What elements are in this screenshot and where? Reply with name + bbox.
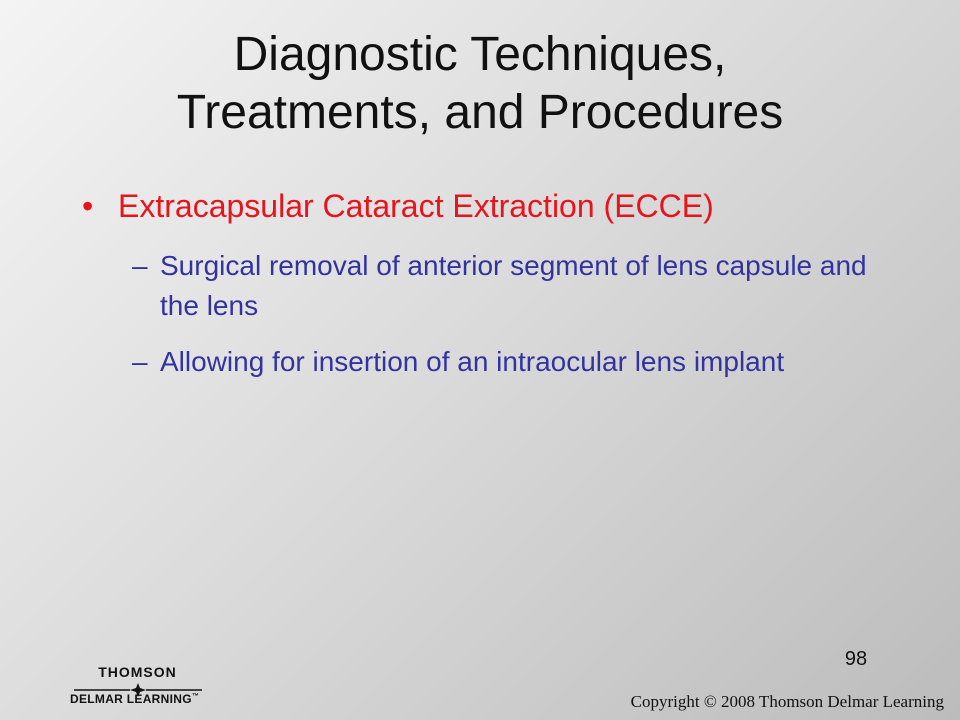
main-bullet: [82, 186, 922, 226]
trademark-symbol: ™: [191, 693, 200, 700]
page-number: 98: [844, 648, 868, 670]
copyright-notice: Copyright © 2008 Thomson Delmar Learning: [630, 692, 944, 711]
sub-bullet-text: Allowing for insertion of an intraocular lens implant: [160, 346, 785, 377]
dash-marker: –: [132, 346, 148, 377]
sub-bullet: [132, 342, 892, 382]
logo-bottom-label: DELMAR LEARNING: [70, 692, 192, 706]
logo-bottom-text: [70, 692, 199, 706]
dash-marker: –: [132, 250, 148, 281]
slide-title: [40, 26, 920, 142]
sub-bullet-text: Surgical removal of anterior segment of lens capsule and the lens: [160, 250, 867, 321]
bullet-marker: •: [82, 188, 94, 224]
logo-top-text: THOMSON: [98, 664, 177, 680]
main-bullet-text: Extracapsular Cataract Extraction (ECCE): [118, 188, 714, 224]
slide-title-line-1: Diagnostic Techniques,: [233, 28, 727, 81]
slide-title-line-2: Treatments, and Procedures: [176, 86, 784, 139]
sub-bullet: [132, 246, 892, 326]
thomson-delmar-logo: [70, 664, 220, 712]
